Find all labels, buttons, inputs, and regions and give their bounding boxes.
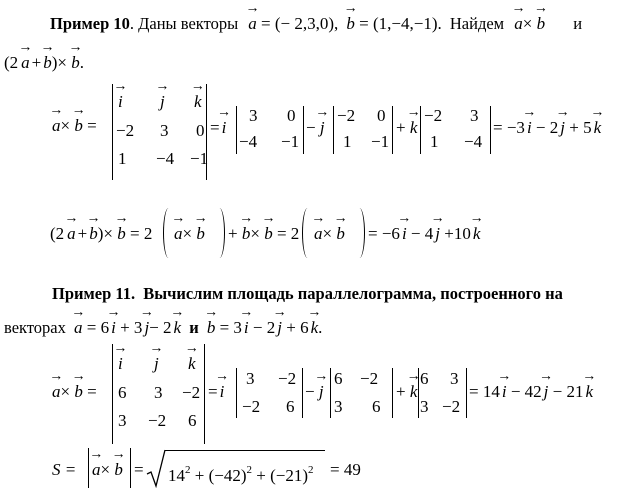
cell: 0 — [196, 121, 205, 140]
minor-bar — [333, 106, 334, 154]
minor-bar — [392, 368, 393, 418]
expr-plus: + — [31, 53, 42, 72]
b-def: + 6 — [286, 318, 309, 337]
abs-content: → a× → b — [92, 460, 123, 480]
abs-bar — [130, 448, 131, 488]
cell: −1 — [281, 132, 300, 151]
radicand-part: + (−42) — [194, 466, 247, 485]
cell: 6 — [372, 397, 381, 416]
result-part: − 42 — [510, 382, 542, 401]
cell: −2 — [116, 121, 135, 140]
plus-sign: + — [396, 118, 406, 137]
ex10-second-lhs: (2→ a +→ b)× → b = 2 — [50, 224, 152, 244]
lhs: (2 — [50, 224, 65, 243]
example11-line2: векторах → a = 6→ i + 3→ j− 2→ k и → b = 3→ i − 2→ j + 6→ k. — [4, 318, 322, 338]
radicand-part: 14 — [168, 466, 185, 485]
cross-lhs-11: → a× → b = — [52, 382, 97, 402]
example10-intro: . Даны векторы — [129, 14, 239, 33]
end-dot: . — [318, 318, 323, 337]
cell: −2 — [278, 369, 297, 388]
cell: −2 — [242, 397, 261, 416]
result-part: − 21 — [552, 382, 584, 401]
minus-sign: − — [305, 382, 315, 401]
vector-b-def: = (1,−4,−1). — [359, 14, 442, 33]
minor-bar — [420, 106, 421, 154]
b-def: − 2 — [252, 318, 276, 337]
unit-k: → k — [194, 92, 202, 112]
minus-sign: − — [306, 118, 316, 137]
cell: −2 — [337, 106, 356, 125]
cell: 0 — [377, 106, 386, 125]
bxb: + → b× → b = 2 — [228, 224, 299, 244]
example11-heading: Пример 11. — [52, 284, 136, 303]
eq: = 2 — [130, 224, 153, 243]
result-part: − 2 — [535, 118, 559, 137]
plus-k: + → k — [396, 382, 417, 402]
radicand-part: + (−21) — [256, 466, 308, 485]
unit-i: → i — [118, 92, 123, 112]
paren — [214, 208, 225, 258]
sqrt-icon — [146, 448, 166, 488]
paren-content: → a× → b — [174, 224, 205, 244]
cell: 6 — [188, 411, 197, 430]
example10-line1: Пример 10. Даны векторы → a = (− 2,3,0), → b = (1,−4,−1). Найдем → a× → b и — [50, 14, 582, 34]
lhs: + — [77, 224, 88, 243]
unit-k: → k — [188, 354, 196, 374]
result-part: = 14 — [469, 382, 500, 401]
cross-sign: × — [60, 382, 71, 401]
cell: −1 — [190, 149, 209, 168]
cell: 3 — [160, 121, 169, 140]
unit-i: → i — [118, 354, 123, 374]
result-part: = −3 — [493, 118, 525, 137]
res: − 4 — [410, 224, 434, 243]
result-11: = 14→ i − 42→ j − 21→ k — [469, 382, 593, 402]
minor-bar — [330, 368, 331, 418]
res: +10 — [444, 224, 471, 243]
a-def: − 2 — [149, 318, 172, 337]
cell: 1 — [118, 149, 127, 168]
plus: + — [228, 224, 238, 243]
cell: 3 — [246, 369, 255, 388]
and-word: и — [573, 14, 583, 33]
expansion-11: =→ i — [208, 382, 224, 402]
cell: −2 — [360, 369, 379, 388]
times: × — [100, 460, 111, 479]
cell: 6 — [334, 369, 343, 388]
example11-line1 — [52, 284, 563, 304]
vector-a-def: = (− 2,3,0), — [261, 14, 339, 33]
eq-sign: = — [210, 118, 220, 137]
exponent: 2 — [185, 464, 191, 476]
example10-heading: Пример 10 — [50, 14, 130, 33]
times: × — [182, 224, 193, 243]
unit-j: → j — [160, 92, 165, 112]
plus-sign: + — [396, 382, 406, 401]
eq-sign: = — [208, 382, 218, 401]
cell: −2 — [442, 397, 461, 416]
lhs: )× — [97, 224, 114, 243]
eq-sign: = — [87, 382, 97, 401]
res: = −6 — [368, 224, 400, 243]
expr-prefix: (2 — [4, 53, 19, 72]
area-lhs — [52, 460, 76, 480]
eq: = 2 — [276, 224, 300, 243]
vectors-word: векторах — [4, 318, 66, 337]
times: × — [250, 224, 260, 243]
cell: 6 — [420, 369, 429, 388]
minor-bar — [302, 368, 303, 418]
eq-sign: = — [87, 116, 97, 135]
cross-sign: × — [60, 116, 71, 135]
area-eq — [134, 460, 144, 480]
cell: 1 — [430, 132, 439, 151]
unit-j: → j — [154, 354, 159, 374]
minor-bar — [303, 106, 304, 154]
minor-bar — [490, 106, 491, 154]
a-def: + 3 — [120, 318, 143, 337]
b-def: = 3 — [219, 318, 242, 337]
paren-content: → a× → b — [314, 224, 345, 244]
ex10-second-result: = −6→ i − 4→ j +10→ k — [368, 224, 480, 244]
cell: 3 — [118, 411, 127, 430]
cell: −4 — [464, 132, 483, 151]
minus-j: − → j — [305, 382, 324, 402]
cell: 3 — [420, 397, 429, 416]
cell: 3 — [334, 397, 343, 416]
exponent: 2 — [308, 464, 314, 476]
minor-bar — [236, 106, 237, 154]
cell: 3 — [450, 369, 459, 388]
paren — [354, 208, 365, 258]
cell: 6 — [286, 397, 295, 416]
times-sign: × — [522, 14, 533, 33]
find-word: Найдем — [449, 14, 505, 33]
radicand — [168, 460, 314, 486]
result-10: = −3→ i − 2→ j + 5→ k — [493, 118, 601, 138]
minor-bar — [392, 106, 393, 154]
minor-bar — [466, 368, 467, 418]
exponent: 2 — [246, 464, 252, 476]
expr-suffix: )× — [51, 53, 68, 72]
cross-lhs-10: → a× → b = — [52, 116, 97, 136]
result-part: + 5 — [569, 118, 592, 137]
cell: −2 — [182, 383, 201, 402]
cell: −1 — [371, 132, 390, 151]
det-left-bar-10 — [112, 84, 113, 180]
cell: 0 — [287, 106, 296, 125]
example10-line2: (2→ a +→ b)× → b. — [4, 53, 84, 73]
cell: 3 — [154, 383, 163, 402]
area-value: = 49 — [330, 460, 361, 479]
sqrt-bar — [165, 450, 325, 451]
vector-b: → b — [346, 14, 355, 34]
minus-j: − → j — [306, 118, 325, 138]
cell: −2 — [148, 411, 167, 430]
cell: 1 — [343, 132, 352, 151]
vector-a: → a — [248, 14, 257, 34]
eq: = — [134, 460, 144, 479]
times: × — [322, 224, 333, 243]
cell: −4 — [156, 149, 175, 168]
cell: 6 — [118, 383, 127, 402]
det-left-bar-11 — [112, 344, 113, 444]
end-dot: . — [79, 53, 85, 72]
area-result — [330, 460, 361, 480]
cell: 3 — [470, 106, 479, 125]
example11-text: Вычислим площадь параллелограмма, построенного на — [143, 284, 563, 303]
plus-k: + → k — [396, 118, 417, 138]
minor-bar — [236, 368, 237, 418]
det-right-bar-11 — [204, 344, 205, 444]
expansion-10: =→ i — [210, 118, 226, 138]
area-s: S = — [52, 460, 77, 479]
a-def: = 6 — [86, 318, 110, 337]
and-word: и — [189, 318, 199, 337]
cell: −2 — [424, 106, 443, 125]
cell: −4 — [239, 132, 258, 151]
cell: 3 — [249, 106, 258, 125]
